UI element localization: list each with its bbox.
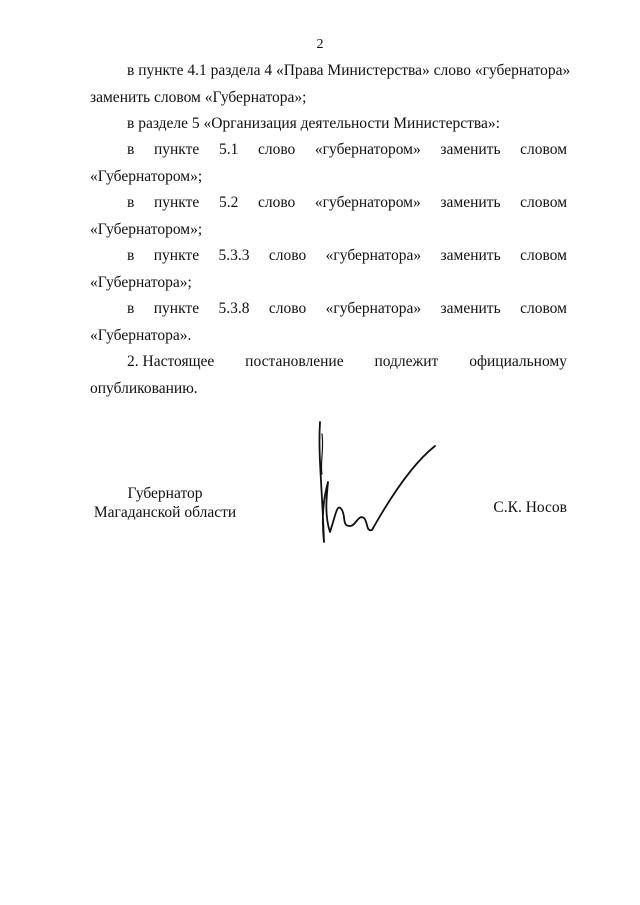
word: в xyxy=(127,300,135,317)
publication-clause-cont: опубликованию. xyxy=(90,380,198,397)
paragraph-4-1-line-1: в пункте 4.1 раздела 4 «Права Министерства» слово «губернатора» xyxy=(127,62,571,79)
word: заменить xyxy=(440,141,501,158)
word: словом xyxy=(520,194,567,211)
item-5-3-8-line xyxy=(127,300,567,318)
item-5-3-3-cont: «Губернатора»; xyxy=(90,274,192,291)
item-5-3-8-cont: «Губернатора». xyxy=(90,327,192,344)
word: 5.3.8 xyxy=(218,300,250,317)
word: подлежит xyxy=(374,353,439,370)
word: «губернатора» xyxy=(325,300,422,317)
word: заменить xyxy=(440,247,501,264)
word: «губернатором» xyxy=(314,141,421,158)
handwritten-signature xyxy=(312,414,447,549)
word: постановление xyxy=(245,353,344,370)
word: словом xyxy=(520,141,567,158)
word: слово xyxy=(268,247,307,264)
word: слово xyxy=(257,194,296,211)
word: слово xyxy=(268,300,307,317)
word: пункте xyxy=(153,300,200,317)
word: официальному xyxy=(469,353,567,370)
word: словом xyxy=(520,300,567,317)
word: словом xyxy=(520,247,567,264)
word: в xyxy=(127,247,135,264)
page-number: 2 xyxy=(316,37,324,52)
signatory-title-line-2: Магаданской области xyxy=(93,504,237,521)
item-5-2-cont: «Губернатором»; xyxy=(90,221,203,238)
signatory-title-line-1: Губернатор xyxy=(127,485,203,502)
word: 2. Настоящее xyxy=(127,353,215,370)
item-5-1-cont: «Губернатором»; xyxy=(90,168,203,185)
word: в xyxy=(127,141,135,158)
word: заменить xyxy=(440,194,501,211)
paragraph-4-1-line-2: заменить словом «Губернатора»; xyxy=(90,89,307,106)
word: пункте xyxy=(153,247,200,264)
word: 5.2 xyxy=(218,194,239,211)
item-5-2-line xyxy=(127,194,567,212)
word: слово xyxy=(257,141,296,158)
word: 5.3.3 xyxy=(218,247,250,264)
publication-clause-line xyxy=(127,353,567,371)
signatory-title xyxy=(90,484,240,522)
section-5-intro: в разделе 5 «Организация деятельности Министерства»: xyxy=(127,115,500,132)
item-5-1-line xyxy=(127,141,567,159)
word: «губернатором» xyxy=(314,194,421,211)
signatory-name: С.К. Носов xyxy=(493,499,567,516)
word: заменить xyxy=(440,300,501,317)
word: «губернатора» xyxy=(325,247,422,264)
word: в xyxy=(127,194,135,211)
word: 5.1 xyxy=(218,141,239,158)
word: пункте xyxy=(153,141,200,158)
item-5-3-3-line xyxy=(127,247,567,265)
word: пункте xyxy=(153,194,200,211)
